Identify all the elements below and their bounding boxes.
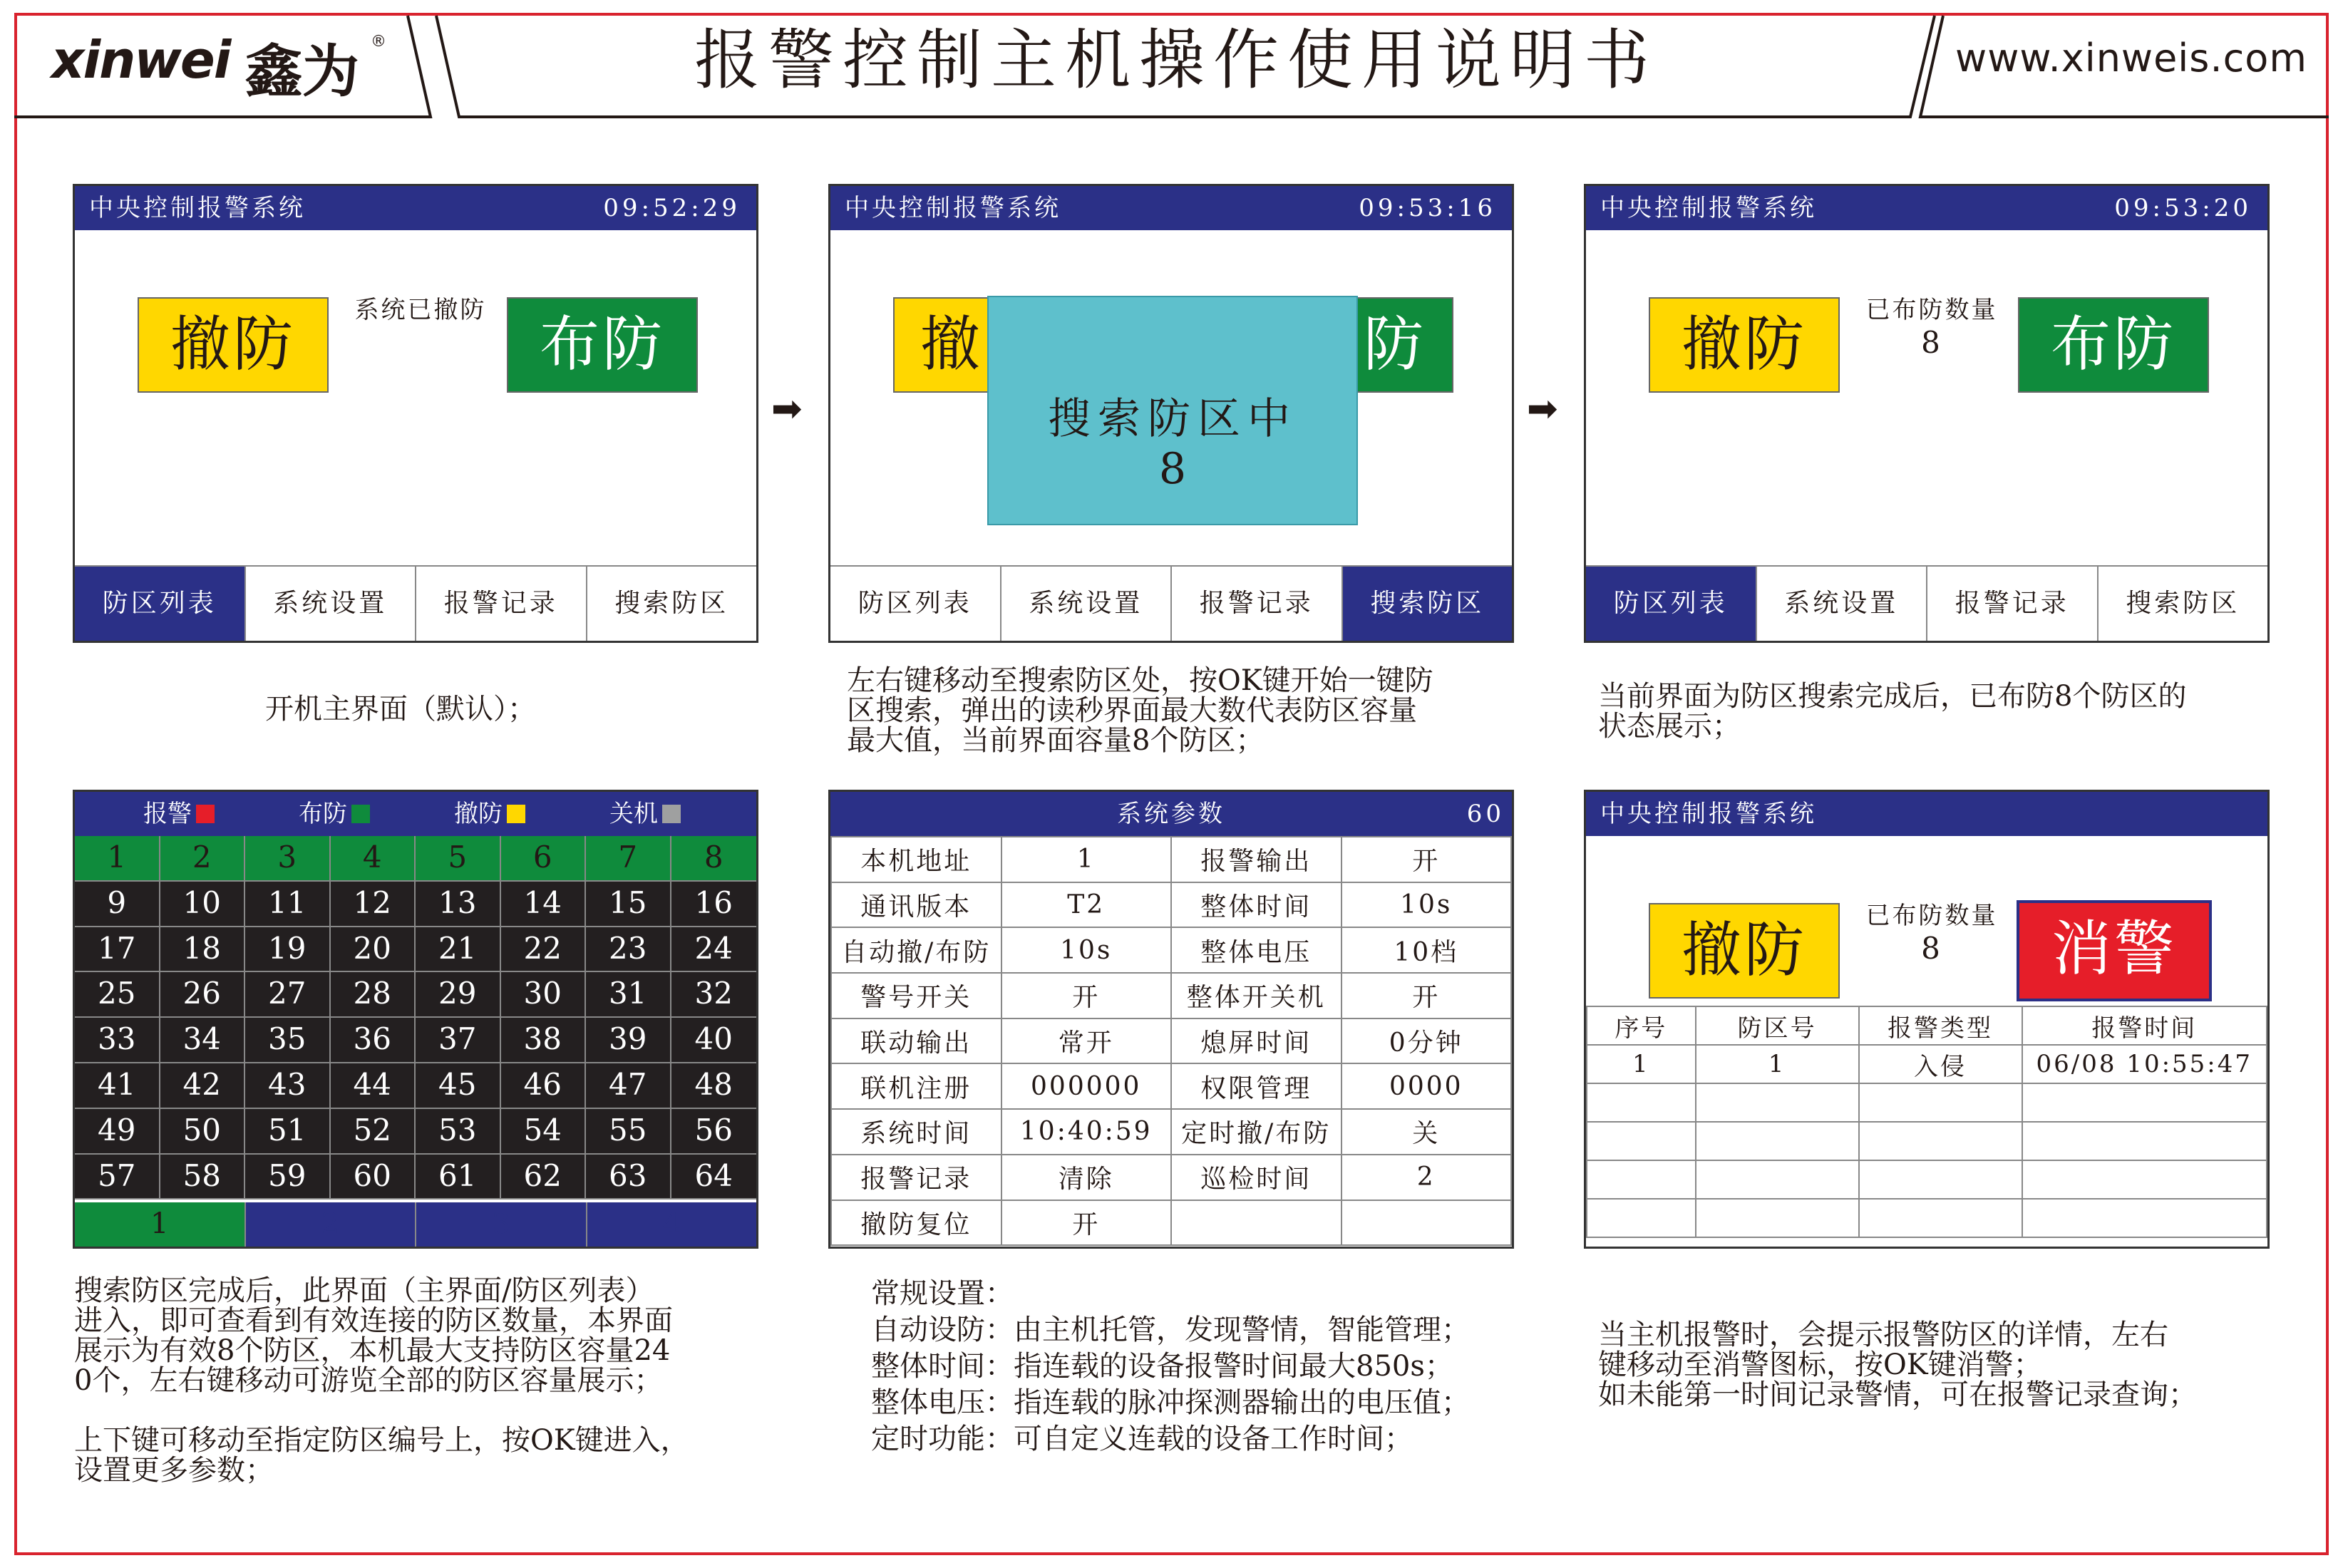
alarm-table — [1586, 1006, 2267, 1238]
zone-cell[interactable]: 2 — [160, 836, 246, 882]
param-name: 熄屏时间 — [1171, 1018, 1342, 1064]
zone-cell[interactable]: 58 — [160, 1155, 246, 1200]
param-name: 联机注册 — [831, 1063, 1001, 1109]
param-value[interactable]: T2 — [1001, 882, 1172, 928]
table-cell — [1859, 1083, 2022, 1122]
legend-armed — [299, 792, 370, 836]
tab-system-settings[interactable]: 系统设置 — [1757, 567, 1928, 641]
clear-alarm-button[interactable]: 消警 — [2017, 900, 2212, 1001]
tab-search-zones[interactable]: 搜索防区 — [614, 589, 729, 618]
caption-main-screen: 开机主界面（默认）； — [265, 693, 536, 726]
arm-button[interactable]: 防 — [1262, 297, 1453, 393]
disarm-button[interactable]: 撤防 — [1649, 297, 1840, 393]
table-cell — [1859, 1199, 2022, 1237]
brand-logo-latin: xinwei — [51, 30, 230, 90]
countdown: 60 — [1466, 800, 1505, 828]
zone-cell[interactable]: 22 — [501, 927, 587, 973]
zone-cell[interactable]: 40 — [671, 1018, 757, 1063]
param-value[interactable]: 常开 — [1001, 1018, 1172, 1064]
params-row — [831, 837, 1511, 882]
page-selector — [75, 1202, 756, 1247]
table-cell — [1859, 1160, 2022, 1199]
zone-cell[interactable]: 38 — [501, 1018, 587, 1063]
param-name: 系统时间 — [831, 1109, 1001, 1155]
params-row — [831, 1155, 1511, 1200]
table-cell: 1 — [1696, 1045, 1859, 1083]
zone-cell[interactable]: 5 — [416, 836, 501, 882]
page-button[interactable]: 2 — [246, 1202, 417, 1247]
table-cell — [2022, 1199, 2267, 1237]
table-cell — [1696, 1160, 1859, 1199]
tab-search-zones[interactable]: 搜索防区 — [2126, 589, 2240, 618]
params-row — [831, 1063, 1511, 1109]
zone-cell[interactable]: 53 — [416, 1109, 501, 1155]
zone-cell[interactable]: 20 — [331, 927, 416, 973]
title-bar — [75, 186, 756, 230]
params-row — [831, 1018, 1511, 1064]
table-cell: 1 — [1587, 1045, 1696, 1083]
screen-zone-list — [73, 790, 758, 1249]
tab-bar — [1586, 565, 2267, 641]
params-row — [831, 973, 1511, 1018]
armed-count-label: 已布防数量 — [1865, 902, 1998, 930]
arm-button[interactable]: 布防 — [2018, 297, 2209, 393]
armed-count-value: 8 — [1921, 325, 1942, 360]
clock: 09:53:20 — [2114, 194, 2252, 222]
zone-cell[interactable]: 55 — [586, 1109, 671, 1155]
column-header: 报警时间 — [2022, 1006, 2267, 1045]
param-name: 警号开关 — [831, 973, 1001, 1018]
document-title: 报警控制主机操作使用说明书 — [694, 22, 1658, 98]
table-row[interactable] — [1587, 1199, 2267, 1237]
zone-cell[interactable]: 6 — [501, 836, 587, 882]
title-bar — [1586, 186, 2267, 230]
zone-cell[interactable]: 26 — [160, 972, 246, 1018]
system-title: 中央控制报警系统 — [1600, 800, 1817, 828]
page-button[interactable]: 4 — [587, 1202, 757, 1247]
zone-cell[interactable]: 23 — [586, 927, 671, 973]
search-popup — [987, 296, 1358, 525]
param-value[interactable]: 10s — [1342, 882, 1512, 928]
zone-cell[interactable]: 19 — [245, 927, 331, 973]
zone-cell[interactable]: 3 — [245, 836, 331, 882]
caption-alarm: 当主机报警时，会提示报警防区的详情，左右 键移动至消警图标，按OK键消警； 如未能第一时间记录警情，可在报警记录查询； — [1598, 1319, 2197, 1411]
caption-armed: 当前界面为防区搜索完成后，已布防8个防区的 状态展示； — [1598, 680, 2187, 743]
param-value[interactable]: 开 — [1342, 837, 1512, 882]
zone-cell[interactable]: 59 — [245, 1155, 331, 1200]
param-value[interactable]: 10档 — [1342, 927, 1512, 973]
table-cell — [2022, 1122, 2267, 1160]
zone-cell[interactable]: 49 — [75, 1109, 160, 1155]
zone-cell[interactable]: 63 — [586, 1155, 671, 1200]
clock: 09:52:29 — [603, 194, 741, 222]
zone-cell[interactable]: 24 — [671, 927, 757, 973]
tab-bar — [830, 565, 1512, 641]
zone-legend — [75, 792, 756, 836]
tab-zone-list[interactable]: 防区列表 — [1586, 567, 1757, 641]
brand-logo — [51, 30, 393, 105]
param-name: 权限管理 — [1171, 1063, 1342, 1109]
zone-cell[interactable]: 13 — [416, 882, 501, 927]
arrow-right-icon: ➡ — [771, 388, 803, 430]
zone-cell[interactable]: 44 — [331, 1063, 416, 1109]
zone-cell[interactable]: 50 — [160, 1109, 246, 1155]
search-popup-counter: 8 — [1158, 444, 1187, 494]
zone-cell[interactable]: 36 — [331, 1018, 416, 1063]
caption-settings: 常规设置： 自动设防：由主机托管，发现警情，智能管理； 整体时间：指连载的设备报警时间最大850s； 整体电压：指连载的脉冲探测器输出的电压值； 定时功能：可自定义连载的设备工作时间； — [871, 1277, 1470, 1455]
param-name: 撤防复位 — [831, 1200, 1001, 1246]
screen-searching — [828, 184, 1514, 643]
zone-cell[interactable]: 9 — [75, 882, 160, 927]
disarm-button[interactable]: 撤 — [893, 297, 1084, 393]
search-popup-text: 搜索防区中 — [1048, 394, 1297, 444]
legend-label: 关机 — [609, 800, 658, 828]
param-value[interactable]: 10s — [1001, 927, 1172, 973]
table-cell — [1587, 1160, 1696, 1199]
legend-disarmed — [454, 792, 525, 836]
page-button[interactable]: 3 — [416, 1202, 587, 1247]
arrow-right-icon: ➡ — [1527, 388, 1558, 430]
zone-cell[interactable]: 41 — [75, 1063, 160, 1109]
system-title: 中央控制报警系统 — [1600, 194, 1817, 222]
zone-cell[interactable]: 15 — [586, 882, 671, 927]
param-value[interactable]: 开 — [1001, 973, 1172, 1018]
zone-cell[interactable]: 18 — [160, 927, 246, 973]
registered-mark: ® — [371, 33, 386, 51]
zone-cell[interactable]: 33 — [75, 1018, 160, 1063]
zone-grid — [75, 836, 756, 1200]
zone-cell[interactable]: 32 — [671, 972, 757, 1018]
screen-system-params — [828, 790, 1514, 1249]
legend-alarm — [143, 792, 215, 836]
tab-bar — [75, 565, 756, 641]
armed-count-value: 8 — [1921, 931, 1942, 966]
screen-main — [73, 184, 758, 643]
table-row[interactable] — [1587, 1160, 2267, 1199]
column-header: 防区号 — [1696, 1006, 1859, 1045]
table-cell — [1696, 1122, 1859, 1160]
legend-swatch — [196, 805, 215, 823]
zone-cell[interactable]: 42 — [160, 1063, 246, 1109]
param-value[interactable]: 0分钟 — [1342, 1018, 1512, 1064]
legend-label: 布防 — [299, 800, 347, 828]
tab-system-settings[interactable]: 系统设置 — [246, 567, 417, 641]
column-header: 报警类型 — [1859, 1006, 2022, 1045]
param-value[interactable]: 000000 — [1001, 1063, 1172, 1109]
zone-cell[interactable]: 37 — [416, 1018, 501, 1063]
param-name: 通讯版本 — [831, 882, 1001, 928]
legend-swatch — [507, 805, 525, 823]
param-value[interactable]: 1 — [1001, 837, 1172, 882]
table-cell: 入侵 — [1859, 1045, 2022, 1083]
system-status: 系统已撤防 — [354, 296, 487, 324]
system-title: 中央控制报警系统 — [845, 194, 1061, 222]
zone-cell[interactable]: 11 — [245, 882, 331, 927]
param-name: 定时撤/布防 — [1171, 1109, 1342, 1155]
zone-cell[interactable]: 46 — [501, 1063, 587, 1109]
website-url: www.xinweis.com — [1955, 36, 2307, 81]
legend-label: 撤防 — [454, 800, 503, 828]
legend-off — [609, 792, 681, 836]
param-name: 巡检时间 — [1171, 1155, 1342, 1200]
alarm-table-header — [1587, 1006, 2267, 1045]
zone-cell[interactable]: 52 — [331, 1109, 416, 1155]
zone-cell[interactable]: 29 — [416, 972, 501, 1018]
zone-cell[interactable]: 62 — [501, 1155, 587, 1200]
tab-system-settings[interactable]: 系统设置 — [1001, 567, 1173, 641]
params-row — [831, 1109, 1511, 1155]
page-button[interactable]: 1 — [75, 1202, 246, 1247]
table-row[interactable] — [1587, 1083, 2267, 1122]
zone-cell[interactable]: 64 — [671, 1155, 757, 1200]
param-value[interactable]: 2 — [1342, 1155, 1512, 1200]
tab-zone-list[interactable]: 防区列表 — [75, 567, 246, 641]
zone-cell[interactable]: 16 — [671, 882, 757, 927]
table-cell — [2022, 1083, 2267, 1122]
zone-cell[interactable]: 35 — [245, 1018, 331, 1063]
zone-cell[interactable]: 45 — [416, 1063, 501, 1109]
param-value[interactable]: 关 — [1342, 1109, 1512, 1155]
zone-cell[interactable]: 14 — [501, 882, 587, 927]
clock: 09:53:16 — [1359, 194, 1496, 222]
param-value[interactable]: 开 — [1001, 1200, 1172, 1246]
table-row[interactable] — [1587, 1122, 2267, 1160]
zone-cell[interactable]: 31 — [586, 972, 671, 1018]
zone-cell[interactable]: 54 — [501, 1109, 587, 1155]
param-value[interactable] — [1342, 1200, 1512, 1246]
screen-armed — [1584, 184, 2270, 643]
param-value[interactable]: 0000 — [1342, 1063, 1512, 1109]
legend-swatch — [351, 805, 370, 823]
zone-cell[interactable]: 48 — [671, 1063, 757, 1109]
params-row — [831, 1200, 1511, 1246]
zone-cell[interactable]: 56 — [671, 1109, 757, 1155]
table-cell — [1587, 1199, 1696, 1237]
zone-cell[interactable]: 34 — [160, 1018, 246, 1063]
tab-alarm-records[interactable]: 报警记录 — [416, 567, 587, 641]
param-name: 自动撤/布防 — [831, 927, 1001, 973]
table-cell — [1587, 1083, 1696, 1122]
screen-alarm — [1584, 790, 2270, 1249]
tab-alarm-records[interactable]: 报警记录 — [1927, 567, 2099, 641]
zone-cell[interactable]: 12 — [331, 882, 416, 927]
disarm-button[interactable]: 撤防 — [138, 297, 329, 393]
caption-search: 左右键移动至搜索防区处，按OK键开始一键防 区搜索，弹出的读秒界面最大数代表防区容量 最大值，当前界面容量8个防区； — [847, 664, 1433, 757]
params-row — [831, 927, 1511, 973]
zone-cell[interactable]: 7 — [586, 836, 671, 882]
title-bar — [830, 186, 1512, 230]
zone-cell[interactable]: 28 — [331, 972, 416, 1018]
zone-cell[interactable]: 1 — [75, 836, 160, 882]
params-row — [831, 882, 1511, 928]
zone-cell[interactable]: 39 — [586, 1018, 671, 1063]
params-title: 系统参数 — [1117, 800, 1225, 828]
zone-cell[interactable]: 17 — [75, 927, 160, 973]
param-name: 整体电压 — [1171, 927, 1342, 973]
zone-cell[interactable]: 4 — [331, 836, 416, 882]
param-name: 报警记录 — [831, 1155, 1001, 1200]
params-table — [830, 836, 1512, 1246]
table-cell — [1587, 1122, 1696, 1160]
param-name: 本机地址 — [831, 837, 1001, 882]
zone-cell[interactable]: 27 — [245, 972, 331, 1018]
param-name: 整体时间 — [1171, 882, 1342, 928]
param-name: 整体开关机 — [1171, 973, 1342, 1018]
zone-cell[interactable]: 51 — [245, 1109, 331, 1155]
zone-cell[interactable]: 10 — [160, 882, 246, 927]
disarm-button[interactable]: 撤防 — [1649, 903, 1840, 999]
param-value[interactable]: 开 — [1342, 973, 1512, 1018]
zone-cell[interactable]: 30 — [501, 972, 587, 1018]
title-bar — [1586, 792, 2267, 836]
param-name: 报警输出 — [1171, 837, 1342, 882]
zone-cell[interactable]: 25 — [75, 972, 160, 1018]
zone-cell[interactable]: 21 — [416, 927, 501, 973]
table-cell — [1859, 1122, 2022, 1160]
tab-search-zones[interactable]: 搜索防区 — [1343, 567, 1513, 641]
param-value[interactable]: 清除 — [1001, 1155, 1172, 1200]
tab-zone-list[interactable]: 防区列表 — [830, 567, 1001, 641]
legend-label: 报警 — [143, 800, 192, 828]
armed-count-label: 已布防数量 — [1865, 296, 1998, 324]
zone-cell[interactable]: 47 — [586, 1063, 671, 1109]
brand-logo-cn: 鑫为 — [245, 38, 359, 105]
title-bar — [830, 792, 1512, 836]
table-cell — [1696, 1083, 1859, 1122]
param-value[interactable]: 10:40:59 — [1001, 1109, 1172, 1155]
tab-alarm-records[interactable]: 报警记录 — [1172, 567, 1343, 641]
zone-cell[interactable]: 43 — [245, 1063, 331, 1109]
zone-cell[interactable]: 8 — [671, 836, 757, 882]
column-header: 序号 — [1587, 1006, 1696, 1045]
table-cell — [1696, 1199, 1859, 1237]
param-name — [1171, 1200, 1342, 1246]
table-cell — [2022, 1160, 2267, 1199]
table-row[interactable] — [1587, 1045, 2267, 1083]
zone-cell[interactable]: 57 — [75, 1155, 160, 1200]
arm-button[interactable]: 布防 — [507, 297, 698, 393]
param-name: 联动输出 — [831, 1018, 1001, 1064]
zone-cell[interactable]: 61 — [416, 1155, 501, 1200]
legend-swatch — [662, 805, 681, 823]
system-title: 中央控制报警系统 — [89, 194, 306, 222]
caption-zone-list: 搜索防区完成后，此界面（主界面/防区列表） 进入，即可查看到有效连接的防区数量，本界面 展示为有效8个防区，本机最大支持防区容量24 0个，左右键移动可游览全部的防区容量展示； 上下键可移动至指定防区编号上，按OK键进入， 设置更多参数； — [74, 1274, 689, 1487]
zone-cell[interactable]: 60 — [331, 1155, 416, 1200]
table-cell: 06/08 10:55:47 — [2022, 1045, 2267, 1083]
